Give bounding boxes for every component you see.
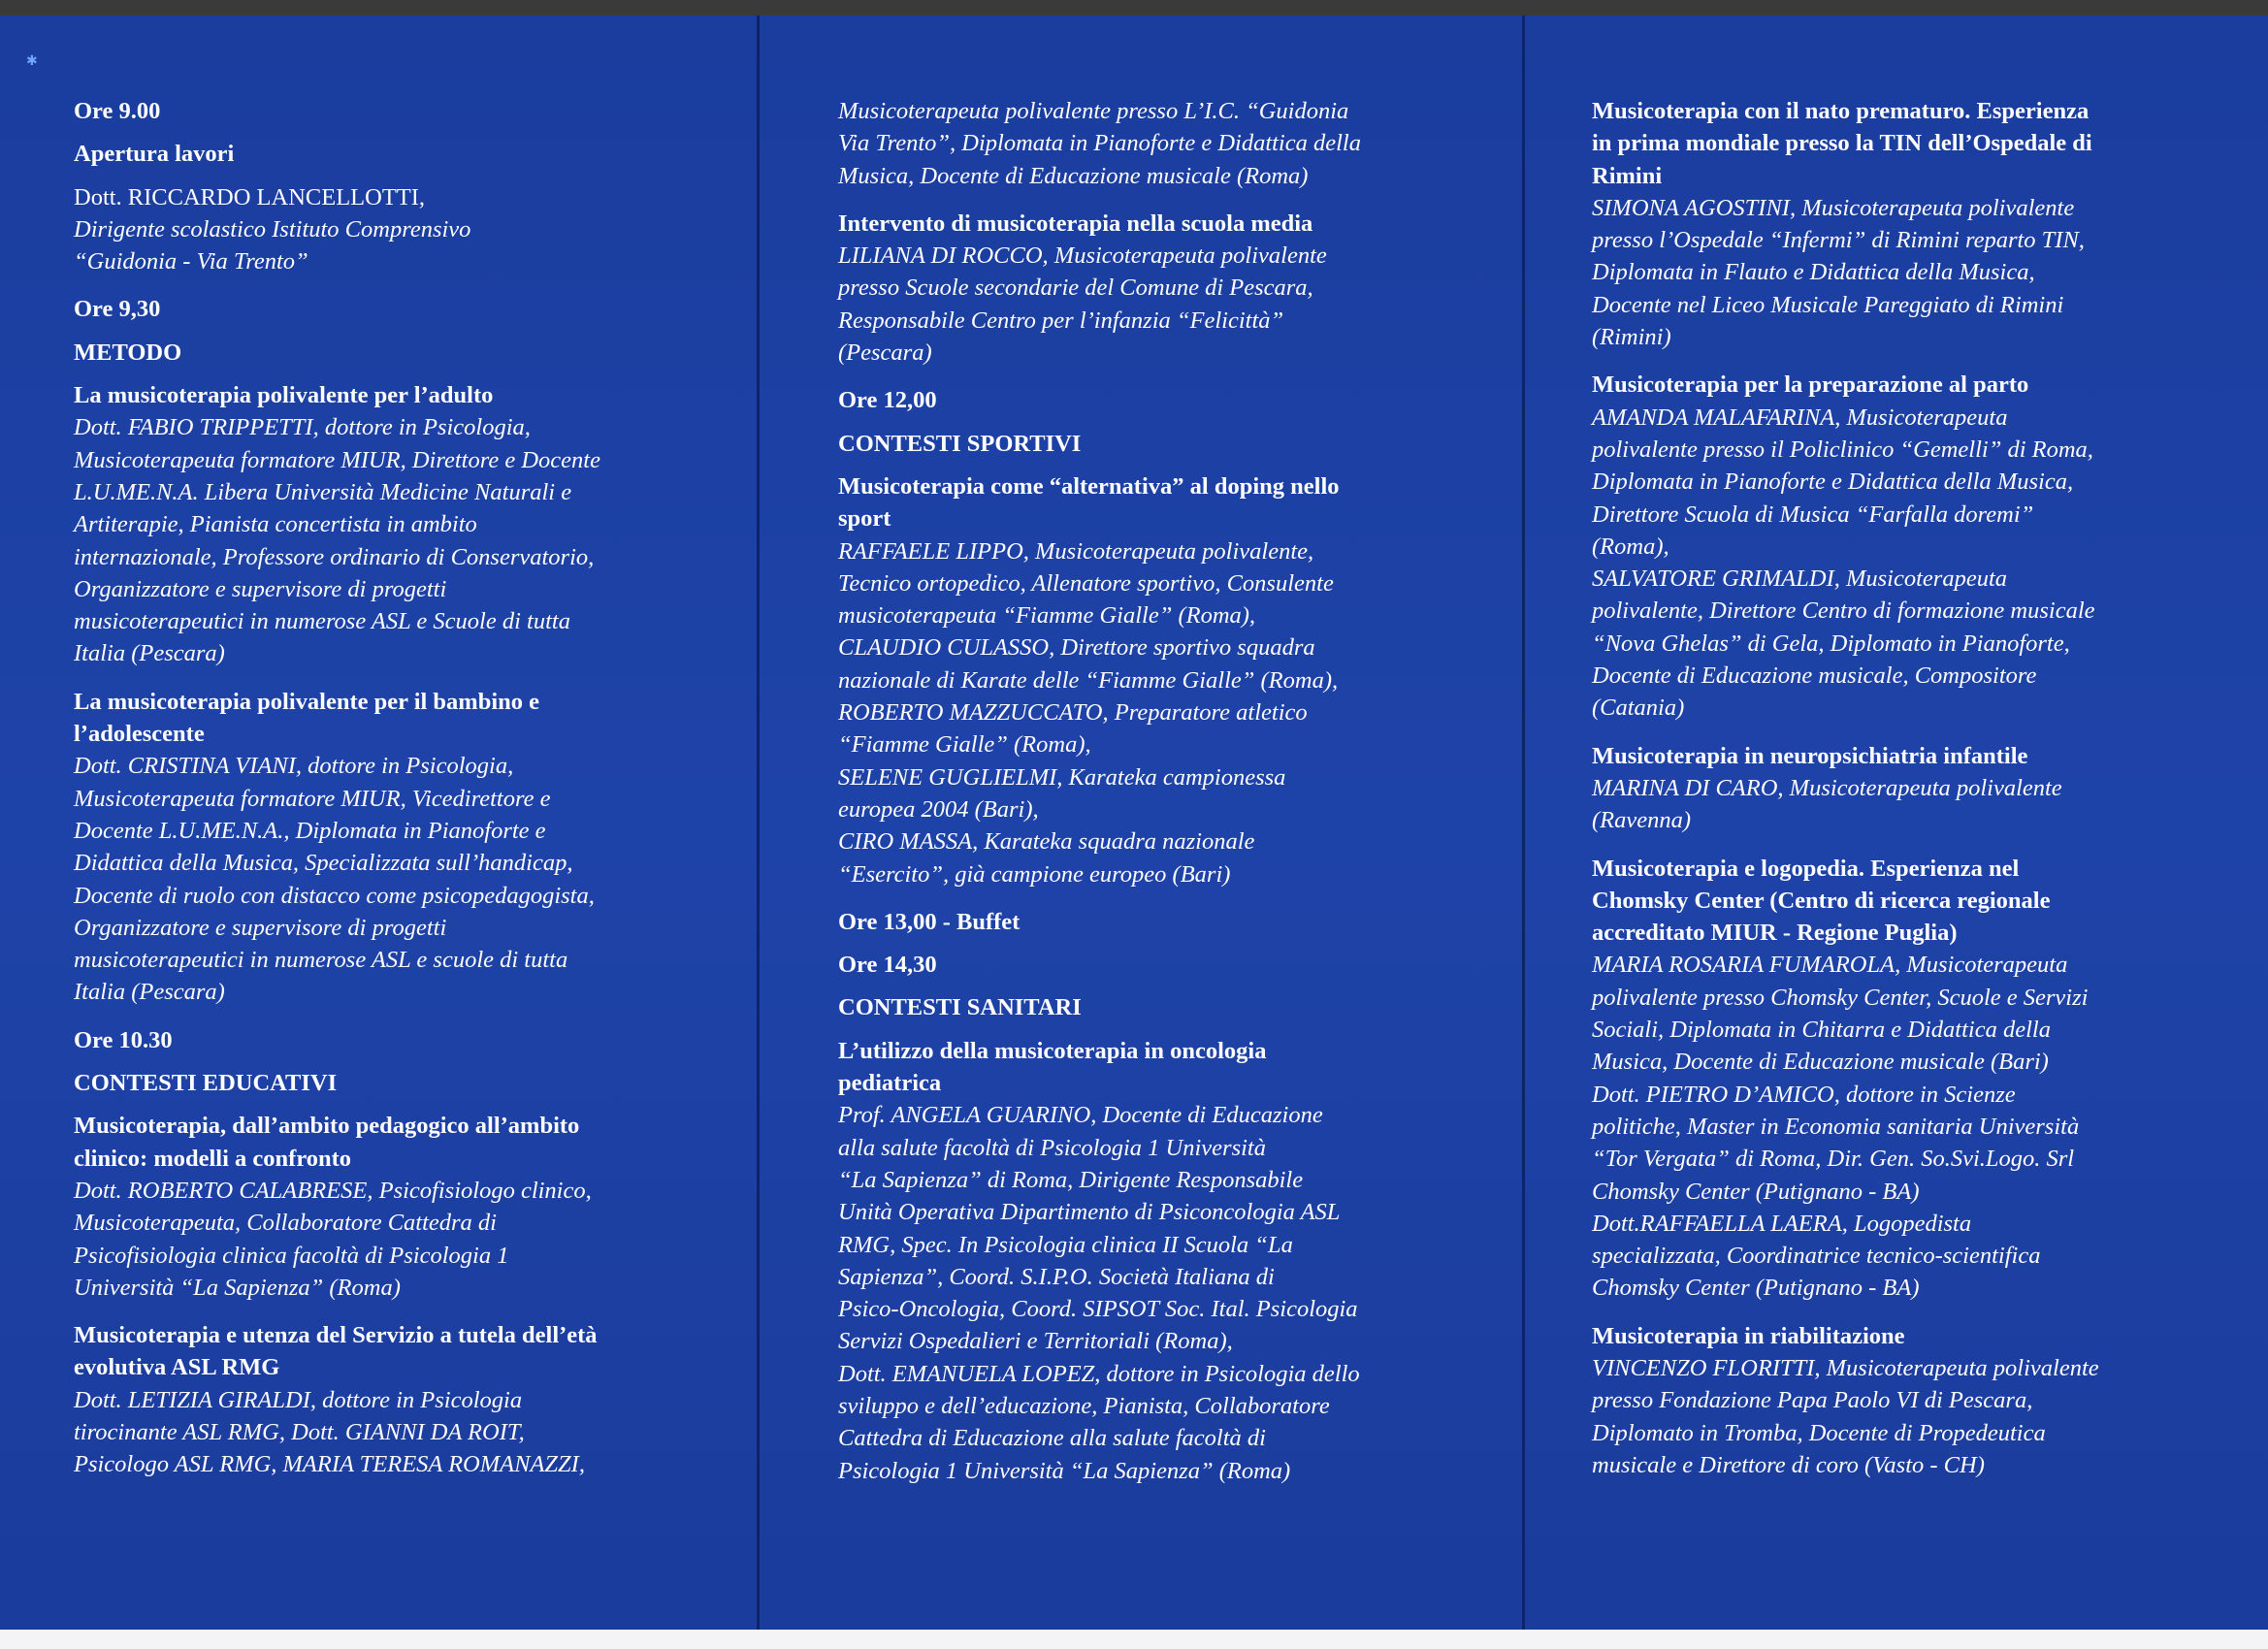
speaker-info-line: polivalente presso Chomsky Center, Scuole e Servizi [1592, 984, 2089, 1011]
speaker-info-line: politiche, Master in Economia sanitaria Università [1592, 1113, 2080, 1140]
speaker-info-line: polivalente presso il Policlinico “Gemelli” di Roma, [1592, 436, 2093, 463]
speaker-info-line: sviluppo e dell’educazione, Pianista, Collaboratore [838, 1392, 1330, 1419]
speaker-info-line: europea 2004 (Bari), [838, 795, 1039, 823]
speaker-info-line: RAFFAELE LIPPO, Musicoterapeuta polivalente, [838, 537, 1314, 565]
speaker-info-line: Psicologo ASL RMG, MARIA TERESA ROMANAZZI, [74, 1451, 585, 1478]
speaker-info-line: “Fiamme Gialle” (Roma), [838, 731, 1091, 759]
speaker-info-line: Psicofisiologia clinica facoltà di Psicologia 1 [74, 1242, 509, 1269]
speaker-info-line: Italia (Pescara) [74, 640, 225, 667]
brochure-panel-left [0, 16, 757, 1630]
speaker-info-line: SIMONA AGOSTINI, Musicoterapeuta polivalente [1592, 194, 2075, 221]
speaker-info-line: Docente di Educazione musicale, Compositore [1592, 663, 2037, 690]
talk-entry [74, 686, 737, 1009]
talk-entry [1592, 95, 2249, 353]
speaker-info-line: (Rimini) [1592, 324, 1671, 351]
speaker-info-line: L.U.ME.N.A. Libera Università Medicine Naturali e [74, 478, 572, 505]
section-heading: CONTESTI EDUCATIVI [74, 1070, 338, 1097]
speaker-info-line: “Esercito”, già campione europeo (Bari) [838, 860, 1231, 888]
talk-entry [838, 1035, 1503, 1487]
speaker-info-line: CIRO MASSA, Karateka squadra nazionale [838, 828, 1255, 856]
speaker-info-line: Dott. PIETRO D’AMICO, dottore in Scienze [1592, 1081, 2016, 1108]
speaker-info-line: Dott.RAFFAELLA LAERA, Logopedista [1592, 1210, 1972, 1237]
speaker-info-line: Didattica della Musica, Specializzata sull’handicap, [74, 850, 573, 877]
section-heading: CONTESTI SANITARI [838, 994, 1082, 1021]
speaker-info-line: tirocinante ASL RMG, Dott. GIANNI DA ROIT, [74, 1418, 525, 1445]
speaker-info-line: presso l’Ospedale “Infermi” di Rimini reparto TIN, [1592, 227, 2085, 254]
talk-title-line: accreditato MIUR - Regione Puglia) [1592, 920, 1958, 947]
speaker-info-line: Chomsky Center (Putignano - BA) [1592, 1178, 1920, 1205]
speaker-info-line: MARINA DI CARO, Musicoterapeuta polivalente [1592, 774, 2062, 801]
speaker-info-line: Diplomata in Pianoforte e Didattica della Musica, [1592, 469, 2074, 496]
speaker-info-line: (Roma), [1592, 533, 1669, 560]
speaker-info-line: Musicoterapeuta, Collaboratore Cattedra di [74, 1210, 497, 1237]
talk-title-line: Rimini [1592, 162, 1663, 189]
talk-entry [1592, 853, 2249, 1305]
speaker-info-line: Dott. FABIO TRIPPETTI, dottore in Psicologia, [74, 414, 531, 441]
talk-title-line: l’adolescente [74, 721, 205, 748]
speaker-info-line: Musicoterapeuta formatore MIUR, Vicedirettore e [74, 785, 551, 812]
talk-title-line: sport [838, 505, 891, 533]
speaker-info-line: musicoterapeutici in numerose ASL e Scuole di tutta [74, 608, 570, 635]
talk-title-line: Musicoterapia e utenza del Servizio a tutela dell’età [74, 1322, 598, 1349]
speaker-info-line: Diplomato in Tromba, Docente di Propedeutica [1592, 1419, 2046, 1446]
speaker-info-line: MARIA ROSARIA FUMAROLA, Musicoterapeuta [1592, 952, 2068, 979]
speaker-info-line: Servizi Ospedalieri e Territoriali (Roma), [838, 1328, 1233, 1355]
speaker-info-line: Prof. ANGELA GUARINO, Docente di Educazione [838, 1102, 1323, 1129]
speaker-info-line: nazionale di Karate delle “Fiamme Gialle” (Roma), [838, 666, 1339, 694]
talk-entry [838, 95, 1503, 192]
speaker-info-line: Unità Operativa Dipartimento di Psiconcologia ASL [838, 1199, 1341, 1226]
talk-title-line: La musicoterapia polivalente per il bambino e [74, 688, 540, 715]
talk-entry [1592, 740, 2249, 837]
talk-title-line: Musicoterapia per la preparazione al parto [1592, 372, 2029, 399]
opening-speaker [74, 181, 737, 278]
section-heading: Apertura lavori [74, 141, 235, 168]
speaker-info-line: Direttore Scuola di Musica “Farfalla doremi” [1592, 501, 2034, 528]
speaker-info-line: Artiterapie, Pianista concertista in ambito [74, 511, 477, 538]
talk-title-line: evolutiva ASL RMG [74, 1354, 280, 1381]
talk-entry [74, 379, 737, 670]
talk-title-line: L’utilizzo della musicoterapia in oncologia [838, 1037, 1267, 1064]
speaker-info-line: musicoterapeutici in numerose ASL e scuole di tutta [74, 947, 568, 974]
section-heading: CONTESTI SPORTIVI [838, 430, 1082, 457]
speaker-info-line: Italia (Pescara) [74, 979, 225, 1006]
speaker-info-line: “Nova Ghelas” di Gela, Diplomato in Pianoforte, [1592, 630, 2070, 657]
talk-title-line: clinico: modelli a confronto [74, 1145, 352, 1172]
talk-title-line: Musicoterapia come “alternativa” al doping nello [838, 472, 1340, 500]
talk-title-line: Musicoterapia in riabilitazione [1592, 1322, 1905, 1349]
speaker-info-line: Sapienza”, Coord. S.I.P.O. Società Italiana di [838, 1263, 1275, 1290]
brochure-panel-center [760, 16, 1522, 1630]
talk-title-line: in prima mondiale presso la TIN dell’Ospedale di [1592, 130, 2092, 157]
speaker-info-line: Dott. ROBERTO CALABRESE, Psicofisiologo clinico, [74, 1177, 592, 1204]
talk-title-line: pediatrica [838, 1070, 942, 1097]
speaker-info-line: presso Scuole secondarie del Comune di Pescara, [838, 275, 1313, 302]
speaker-info-line: LILIANA DI ROCCO, Musicoterapeuta polivalente [838, 242, 1327, 270]
speck-mark: ✱ [26, 54, 38, 69]
speaker-info-line: Organizzatore e supervisore di progetti [74, 575, 447, 602]
speaker-info-line: Musicoterapeuta polivalente presso L’I.C. “Guidonia [838, 98, 1349, 124]
speaker-info-line: (Ravenna) [1592, 807, 1692, 834]
speaker-info-line: Diplomata in Flauto e Didattica della Musica, [1592, 259, 2035, 286]
speaker-info-line: (Pescara) [838, 340, 932, 367]
speaker-info-line: Musica, Docente di Educazione musicale (Roma) [838, 162, 1309, 189]
session-time: Ore 9,30 [74, 296, 161, 323]
speaker-info-line: Musica, Docente di Educazione musicale (Bari) [1592, 1049, 2049, 1076]
talk-entry [1592, 1320, 2249, 1481]
talk-entry [74, 1319, 737, 1480]
speaker-info-line: Università “La Sapienza” (Roma) [74, 1274, 401, 1301]
session-time: Ore 12,00 [838, 387, 937, 414]
talk-title-line: Musicoterapia, dall’ambito pedagogico all’ambito [74, 1113, 580, 1140]
speaker-info-line: internazionale, Professore ordinario di Conservatorio, [74, 543, 595, 570]
speaker-info-line: SELENE GUGLIELMI, Karateka campionessa [838, 763, 1286, 791]
speaker-info-line: (Catania) [1592, 695, 1685, 722]
session-time: Ore 9.00 [74, 98, 161, 124]
speaker-info-line: VINCENZO FLORITTI, Musicoterapeuta polivalente [1592, 1354, 2099, 1381]
talk-entry [74, 1110, 737, 1304]
talk-title-line: La musicoterapia polivalente per l’adulto [74, 382, 494, 409]
talk-title-line: Musicoterapia con il nato prematuro. Esperienza [1592, 98, 2090, 124]
speaker-role-line: “Guidonia - Via Trento” [74, 248, 308, 275]
speaker-info-line: Docente L.U.ME.N.A., Diplomata in Pianoforte e [74, 817, 546, 844]
talk-entry [1592, 369, 2249, 724]
speaker-info-line: Tecnico ortopedico, Allenatore sportivo, Consulente [838, 569, 1334, 597]
speaker-info-line: AMANDA MALAFARINA, Musicoterapeuta [1592, 404, 2008, 431]
speaker-info-line: Docente nel Liceo Musicale Pareggiato di Rimini [1592, 291, 2064, 318]
talk-title-line: Chomsky Center (Centro di ricerca regionale [1592, 887, 2051, 914]
session-time: Ore 14,30 [838, 952, 937, 979]
speaker-info-line: alla salute facoltà di Psicologia 1 Università [838, 1134, 1266, 1161]
speaker-info-line: SALVATORE GRIMALDI, Musicoterapeuta [1592, 566, 2008, 593]
speaker-info-line: Organizzatore e supervisore di progetti [74, 914, 447, 941]
speaker-info-line: Cattedra di Educazione alla salute facoltà di [838, 1425, 1266, 1452]
speaker-info-line: musicoterapeuta “Fiamme Gialle” (Roma), [838, 602, 1256, 630]
brochure-panel-right [1525, 16, 2268, 1630]
scan-top-edge [0, 0, 2268, 16]
speaker-info-line: Psico-Oncologia, Coord. SIPSOT Soc. Ital. Psicologia [838, 1296, 1358, 1323]
speaker-info-line: Dott. CRISTINA VIANI, dottore in Psicologia, [74, 753, 514, 780]
speaker-info-line: Sociali, Diplomata in Chitarra e Didattica della [1592, 1017, 2051, 1044]
speaker-info-line: ROBERTO MAZZUCCATO, Preparatore atletico [838, 699, 1308, 727]
speaker-role-line: Dirigente scolastico Istituto Comprensivo [74, 215, 471, 242]
speaker-info-line: Via Trento”, Diplomata in Pianoforte e Didattica della [838, 130, 1361, 157]
speaker-info-line: Psicologia 1 Università “La Sapienza” (Roma) [838, 1457, 1291, 1484]
speaker-info-line: musicale e Direttore di coro (Vasto - CH) [1592, 1451, 1985, 1478]
speaker-info-line: RMG, Spec. In Psicologia clinica II Scuola “La [838, 1231, 1293, 1258]
speaker-info-line: Dott. EMANUELA LOPEZ, dottore in Psicologia dello [838, 1360, 1360, 1387]
talk-title-line: Intervento di musicoterapia nella scuola media [838, 210, 1313, 237]
speaker-info-line: Docente di ruolo con distacco come psicopedagogista, [74, 882, 595, 909]
speaker-info-line: “La Sapienza” di Roma, Dirigente Responsabile [838, 1166, 1304, 1193]
speaker-info-line: CLAUDIO CULASSO, Direttore sportivo squadra [838, 634, 1315, 662]
speaker-name: Dott. RICCARDO LANCELLOTTI, [74, 183, 426, 210]
talk-title-line: Musicoterapia in neuropsichiatria infantile [1592, 742, 2028, 769]
speaker-info-line: “Tor Vergata” di Roma, Dir. Gen. So.Svi.Logo. Srl [1592, 1146, 2075, 1173]
section-heading: METODO [74, 339, 182, 366]
speaker-info-line: Musicoterapeuta formatore MIUR, Direttore e Docente [74, 446, 600, 473]
speaker-info-line: presso Fondazione Papa Paolo VI di Pescara, [1592, 1387, 2033, 1414]
speaker-info-line: Dott. LETIZIA GIRALDI, dottore in Psicologia [74, 1386, 523, 1413]
speaker-info-line: Responsabile Centro per l’infanzia “Felicittà” [838, 307, 1284, 334]
talk-entry [838, 470, 1503, 890]
session-time: Ore 10.30 [74, 1026, 173, 1053]
speaker-info-line: polivalente, Direttore Centro di formazione musicale [1592, 598, 2095, 625]
speaker-info-line: specializzata, Coordinatrice tecnico-scientifica [1592, 1243, 2041, 1270]
talk-entry [838, 208, 1503, 369]
talk-title-line: Musicoterapia e logopedia. Esperienza nel [1592, 855, 2020, 882]
session-time: Ore 13,00 - Buffet [838, 908, 1021, 935]
speaker-info-line: Chomsky Center (Putignano - BA) [1592, 1275, 1920, 1302]
